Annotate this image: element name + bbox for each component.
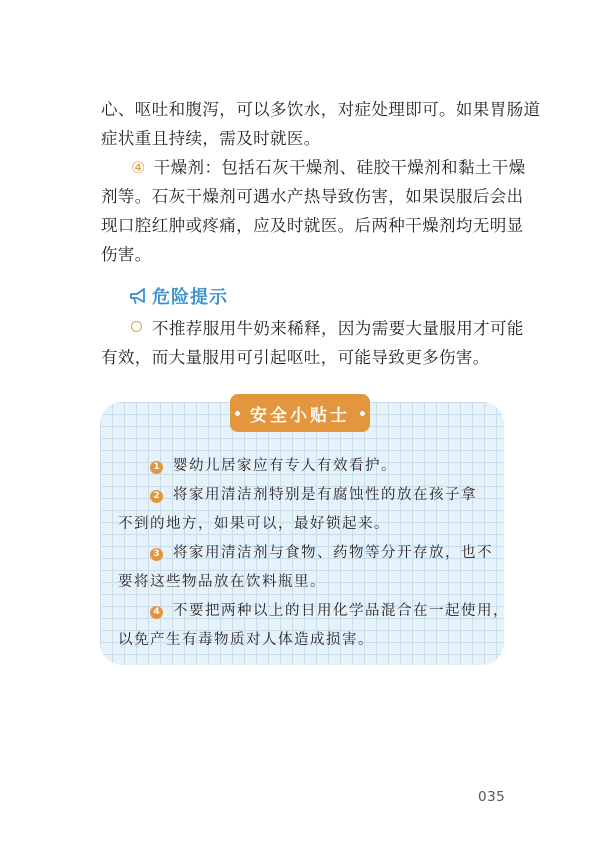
tip-item-1	[118, 452, 488, 481]
tip-item-2	[118, 481, 488, 510]
desiccant-text-1: 干燥剂：包括石灰干燥剂、硅胶干燥剂和黏土干燥	[153, 158, 526, 177]
tip-number-2-icon: 2	[150, 490, 163, 503]
safety-tips-list	[118, 452, 509, 655]
desiccant-line-3: 现口腔红肿或疼痛，应及时就医。后两种干燥剂均无明显	[101, 216, 524, 235]
danger-paragraph	[101, 314, 524, 372]
page-number: 035	[478, 789, 506, 805]
desiccant-paragraph	[101, 153, 526, 269]
danger-text-1: 不推荐服用牛奶来稀释，因为需要大量服用才可能	[152, 319, 524, 338]
tip-3-text-1: 将家用清洁剂与食物、药物等分开存放，也不	[173, 545, 493, 561]
danger-line-1	[101, 314, 524, 343]
intro-line-2: 症状重且持续，需及时就医。	[101, 129, 321, 148]
item-number-4-icon: ④	[131, 158, 146, 177]
tip-number-4-icon: 4	[150, 606, 163, 619]
tip-3-text-2: 要将这些物品放在饮料瓶里。	[118, 574, 326, 590]
tip-item-4	[118, 597, 509, 626]
intro-line-1: 心、呕吐和腹泻，可以多饮水，对症处理即可。如果胃肠道	[101, 100, 541, 119]
tip-2-text-1: 将家用清洁剂特别是有腐蚀性的放在孩子拿	[173, 487, 477, 503]
tip-1-text: 婴幼儿居家应有专人有效看护。	[173, 458, 397, 474]
intro-paragraph	[101, 95, 541, 153]
tip-item-3	[118, 539, 493, 568]
title-dot-left-icon	[235, 411, 240, 416]
danger-heading	[128, 281, 228, 311]
safety-tips-title-text: 安全小贴士	[250, 405, 350, 426]
tip-4-text-2: 以免产生有毒物质对人体造成损害。	[118, 632, 374, 648]
desiccant-line-2: 剂等。石灰干燥剂可遇水产热导致伤害，如果误服后会出	[101, 187, 524, 206]
danger-line-2: 有效，而大量服用可引起呕吐，可能导致更多伤害。	[101, 348, 490, 367]
megaphone-icon	[128, 287, 148, 305]
safety-tips-title	[230, 394, 370, 432]
danger-heading-text: 危险提示	[152, 287, 228, 308]
tip-number-3-icon: 3	[150, 548, 163, 561]
tip-2-text-2: 不到的地方，如果可以，最好锁起来。	[118, 516, 390, 532]
desiccant-line-4: 伤害。	[101, 245, 152, 264]
tip-number-1-icon: 1	[150, 461, 163, 474]
desiccant-line-1	[101, 153, 526, 182]
bullet-circle-icon	[131, 321, 142, 332]
tip-4-text-1: 不要把两种以上的日用化学品混合在一起使用，	[173, 603, 509, 619]
title-dot-right-icon	[360, 411, 365, 416]
